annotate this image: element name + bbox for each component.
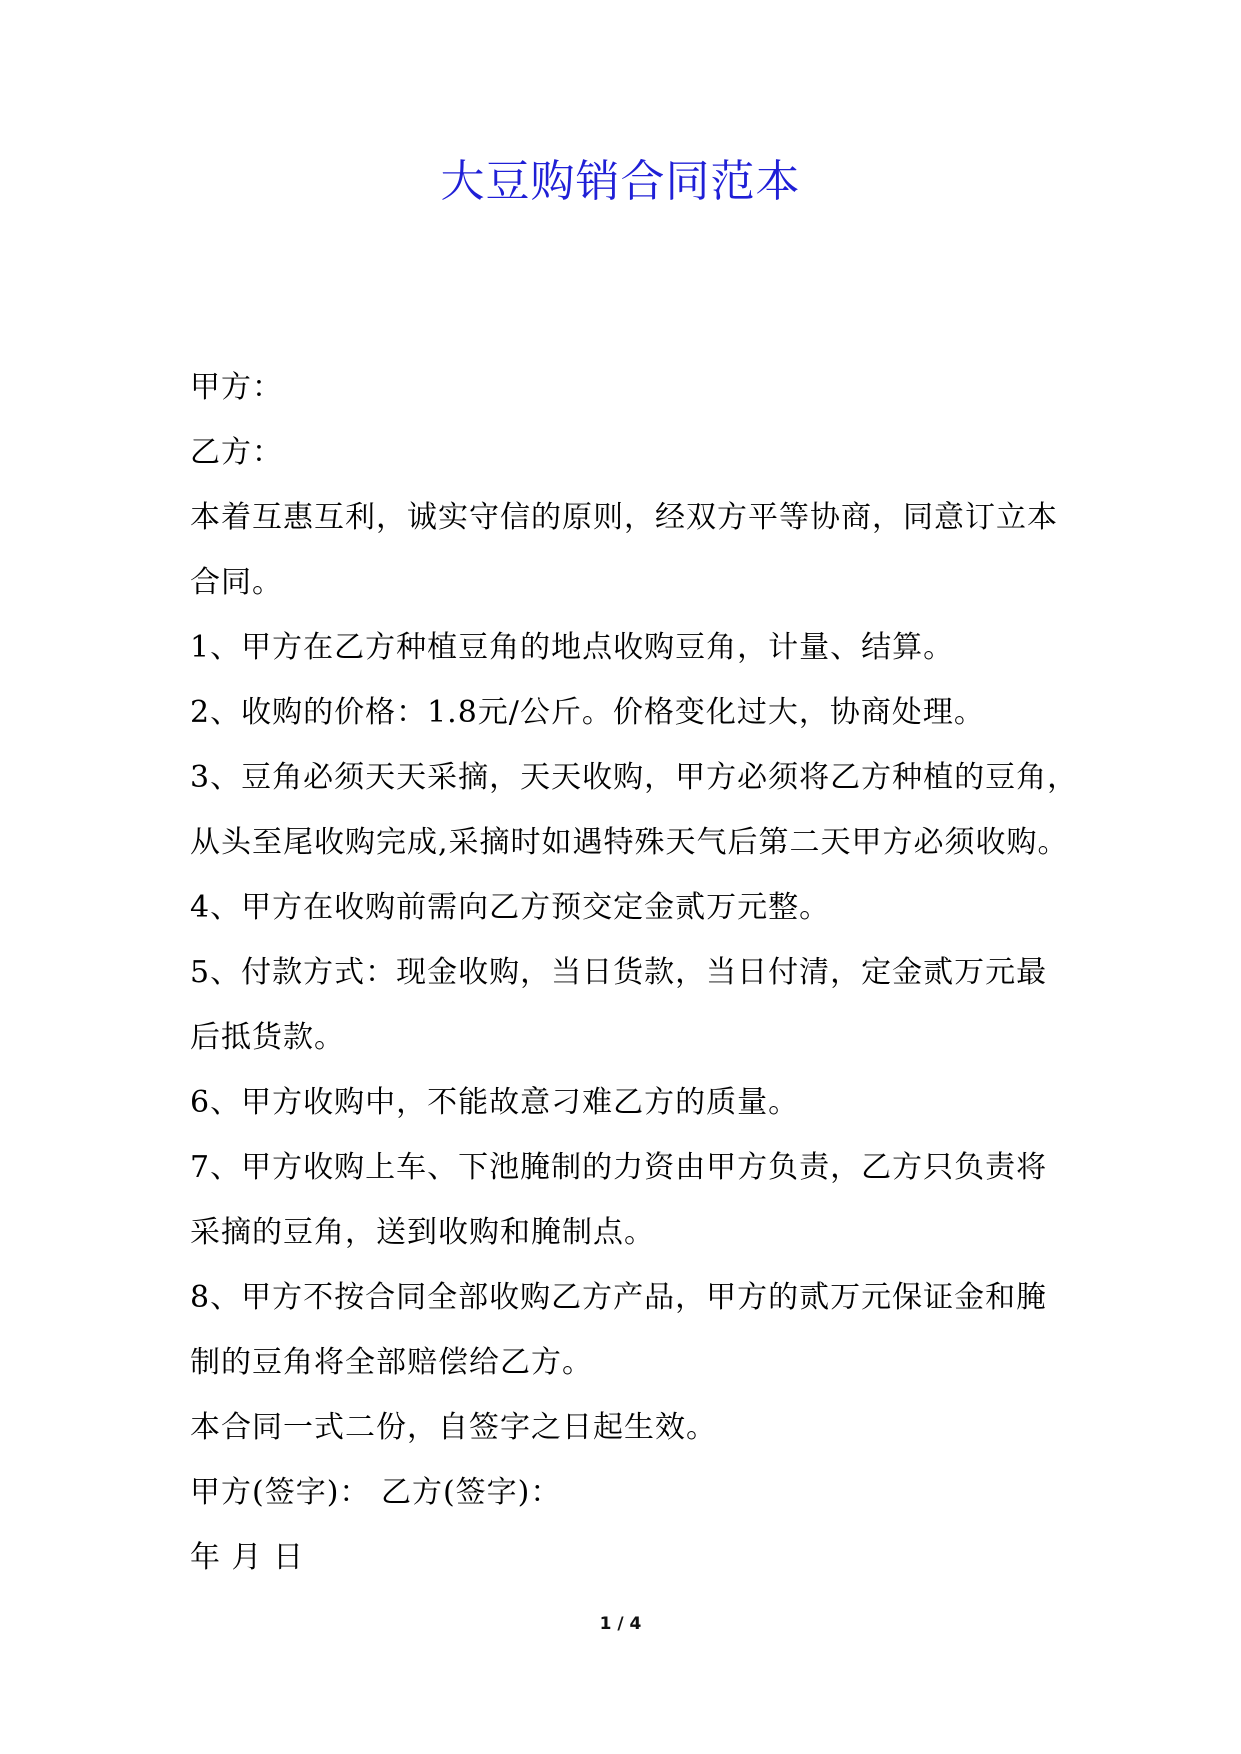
clause-7-line-2: 采摘的豆角，送到收购和腌制点。 (190, 1215, 655, 1250)
clause-5-line-2: 后抵货款。 (190, 1020, 345, 1055)
effective-line: 本合同一式二份，自签字之日起生效。 (190, 1410, 717, 1445)
date-line: 年 月 日 (190, 1540, 305, 1575)
page-number: 1 / 4 (599, 1614, 642, 1634)
clause-3-line-2: 从头至尾收购完成,采摘时如遇特殊天气后第二天甲方必须收购。 (190, 825, 1069, 860)
document-body (190, 355, 1079, 1590)
clause-7-line-1: 7、甲方收购上车、下池腌制的力资由甲方负责，乙方只负责将 (190, 1150, 1048, 1185)
party-b-line: 乙方： (190, 435, 283, 470)
clause-2: 2、收购的价格：1.8元/公斤。价格变化过大，协商处理。 (190, 695, 985, 730)
party-a-line: 甲方： (190, 370, 283, 405)
clause-3-line-1: 3、豆角必须天天采摘，天天收购，甲方必须将乙方种植的豆角， (190, 760, 1079, 795)
preamble-line-2: 合同。 (190, 565, 283, 600)
preamble-line-1: 本着互惠互利，诚实守信的原则，经双方平等协商，同意订立本 (190, 500, 1058, 535)
clause-5-line-1: 5、付款方式：现金收购，当日货款，当日付清，定金贰万元最 (190, 955, 1048, 990)
clause-6: 6、甲方收购中，不能故意刁难乙方的质量。 (190, 1085, 800, 1120)
clause-8-line-1: 8、甲方不按合同全部收购乙方产品，甲方的贰万元保证金和腌 (190, 1280, 1048, 1315)
clause-4: 4、甲方在收购前需向乙方预交定金贰万元整。 (190, 890, 831, 925)
document-title: 大豆购销合同范本 (440, 156, 801, 207)
signature-line: 甲方(签字)： 乙方(签字)： (190, 1475, 562, 1510)
clause-1: 1、甲方在乙方种植豆角的地点收购豆角，计量、结算。 (190, 630, 955, 665)
clause-8-line-2: 制的豆角将全部赔偿给乙方。 (190, 1345, 593, 1380)
